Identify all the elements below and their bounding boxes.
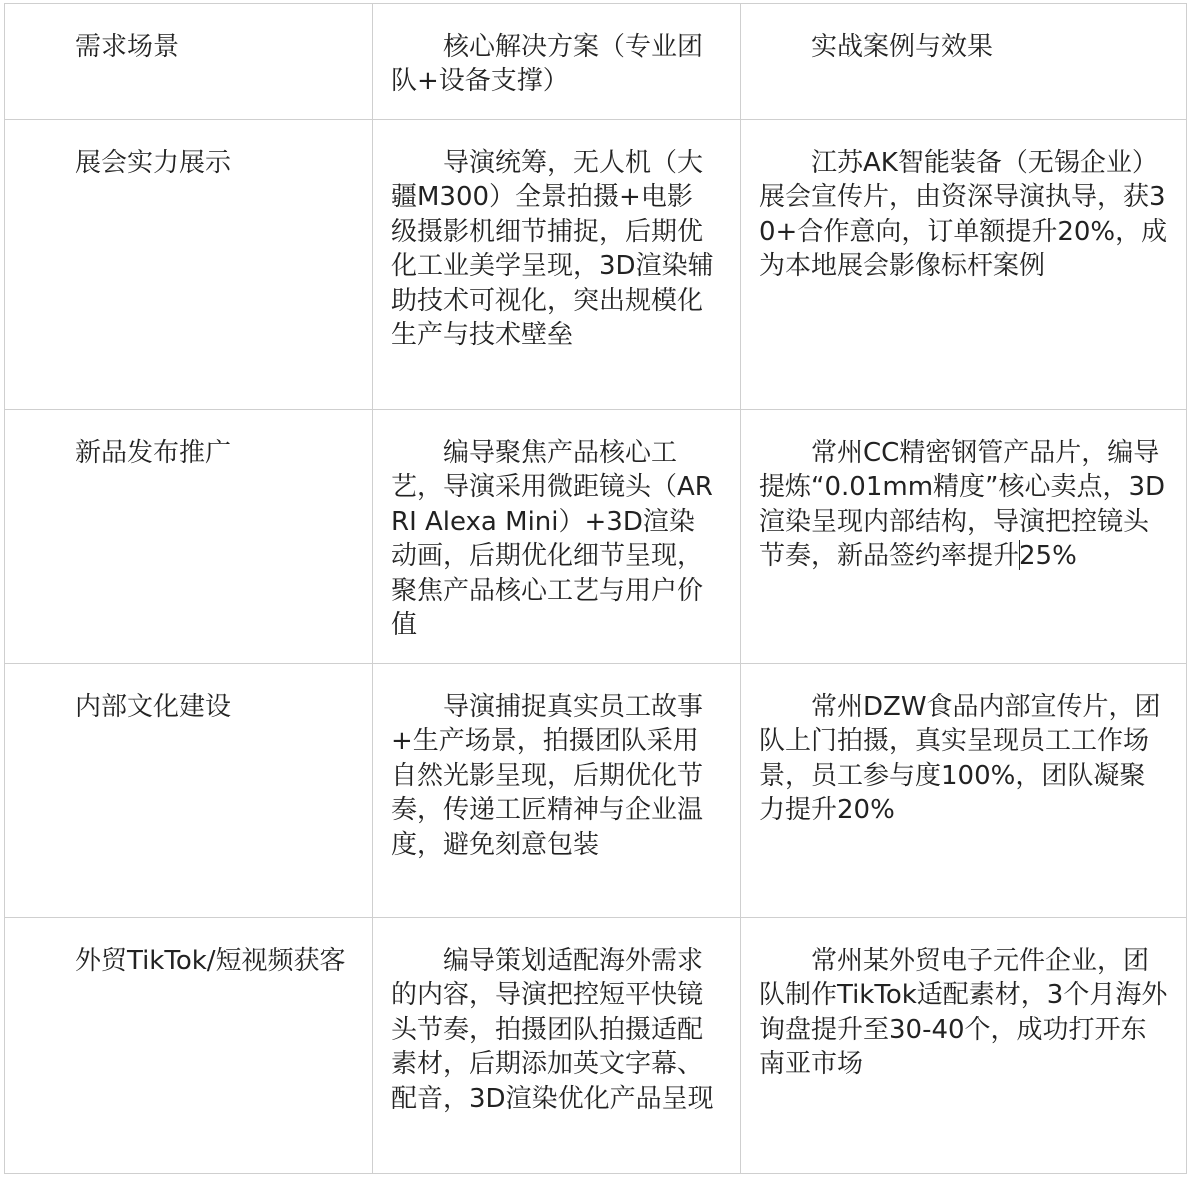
solution-text: 导演统筹，无人机（大疆M300）全景拍摄+电影级摄影机细节捕捉，后期优化工业美学呈现，3D渲染辅助技术可视化，突出规模化生产与技术壁垒 — [391, 148, 714, 351]
header-case-text: 实战案例与效果 — [759, 32, 994, 62]
solution-cell — [373, 410, 741, 664]
table-row — [5, 120, 1187, 410]
scenario-text: 内部文化建设 — [23, 692, 232, 722]
case-table — [4, 3, 1187, 1174]
table-row — [5, 918, 1187, 1174]
case-text: 江苏AK智能装备（无锡企业）展会宣传片，由资深导演执导，获30+合作意向，订单额提升20%，成为本地展会影像标杆案例 — [759, 148, 1168, 282]
header-cell-solution — [373, 4, 741, 120]
solution-cell — [373, 120, 741, 410]
scenario-cell — [5, 410, 373, 664]
solution-cell — [373, 664, 741, 918]
solution-cell — [373, 918, 741, 1174]
table-row — [5, 410, 1187, 664]
case-cell — [741, 918, 1187, 1174]
table-row — [5, 664, 1187, 918]
header-scenario-text: 需求场景 — [23, 32, 180, 62]
scenario-text: 展会实力展示 — [23, 148, 232, 178]
case-text: 常州某外贸电子元件企业，团队制作TikTok适配素材，3个月海外询盘提升至30-40个，成功打开东南亚市场 — [759, 946, 1168, 1080]
scenario-cell — [5, 664, 373, 918]
case-text[interactable] — [759, 436, 1170, 574]
case-cell[interactable] — [741, 410, 1187, 664]
case-text-after-caret: 25% — [1019, 541, 1077, 572]
scenario-cell — [5, 120, 373, 410]
header-cell-scenario — [5, 4, 373, 120]
case-text-before-caret: 常州CC精密钢管产品片，编导提炼“0.01mm精度”核心卖点，3D渲染呈现内部结构，导演把控镜头节奏，新品签约率提升 — [759, 438, 1166, 572]
case-text: 常州DZW食品内部宣传片，团队上门拍摄，真实呈现员工工作场景，员工参与度100%，团队凝聚力提升20% — [759, 692, 1161, 826]
header-solution-text: 核心解决方案（专业团队+设备支撑） — [391, 32, 704, 97]
scenario-cell — [5, 918, 373, 1174]
case-cell — [741, 664, 1187, 918]
scenario-text: 新品发布推广 — [23, 438, 232, 468]
header-cell-case — [741, 4, 1187, 120]
table-header-row — [5, 4, 1187, 120]
solution-text: 编导聚焦产品核心工艺，导演采用微距镜头（ARRI Alexa Mini）+3D渲染动画，后期优化细节呈现，聚焦产品核心工艺与用户价值 — [391, 438, 713, 641]
scenario-text: 外贸TikTok/短视频获客 — [23, 946, 346, 976]
case-cell — [741, 120, 1187, 410]
solution-text: 编导策划适配海外需求的内容，导演把控短平快镜头节奏，拍摄团队拍摄适配素材，后期添加英文字幕、配音，3D渲染优化产品呈现 — [391, 946, 714, 1114]
solution-text: 导演捕捉真实员工故事+生产场景，拍摄团队采用自然光影呈现，后期优化节奏，传递工匠精神与企业温度，避免刻意包装 — [391, 692, 704, 860]
